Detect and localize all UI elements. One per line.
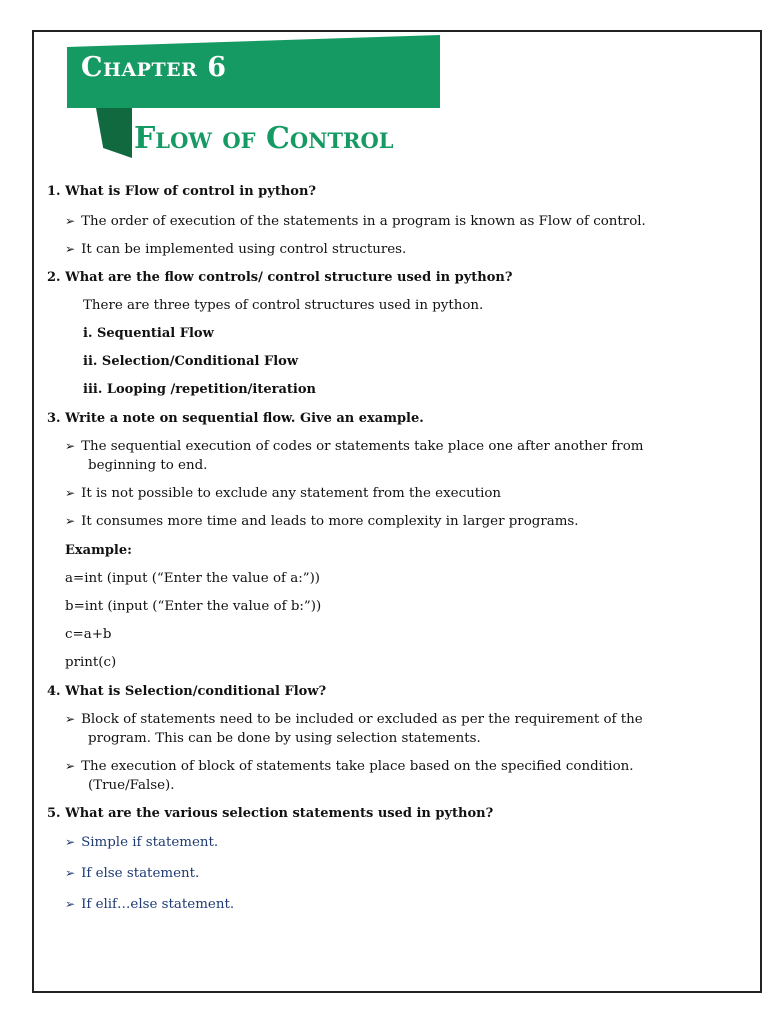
bullet-text: Block of statements need to be included or excluded as per the requirement of the xyxy=(81,712,643,727)
question-4 xyxy=(47,682,326,701)
list-item xyxy=(65,833,218,852)
chapter-label: Chapter 6 xyxy=(81,52,227,83)
bullet-text: The sequential execution of codes or statements take place one after another from xyxy=(81,439,644,454)
question-text: What is Selection/conditional Flow? xyxy=(65,684,327,699)
list-item: iii. Looping /repetition/iteration xyxy=(83,382,316,397)
arrow-bullet-icon: ➢ xyxy=(65,514,76,528)
code-line: b=int (input (“Enter the value of b:”)) xyxy=(65,599,322,614)
question-number: 4. xyxy=(47,684,61,699)
bullet-text: The execution of block of statements take place based on the specified condition. xyxy=(81,759,634,774)
arrow-bullet-icon: ➢ xyxy=(65,835,76,849)
bullet-text: It consumes more time and leads to more complexity in larger programs. xyxy=(81,514,579,529)
bullet-text: If else statement. xyxy=(81,866,200,881)
list-item xyxy=(65,710,643,729)
arrow-bullet-icon: ➢ xyxy=(65,242,76,256)
bullet-continuation: program. This can be done by using selection statements. xyxy=(88,731,481,746)
bullet-continuation: (True/False). xyxy=(88,778,175,793)
code-line: print(c) xyxy=(65,655,117,670)
question-3 xyxy=(47,409,424,428)
question-5 xyxy=(47,804,493,823)
bullet-text: It can be implemented using control structures. xyxy=(81,242,407,257)
question-text: What are the flow controls/ control structure used in python? xyxy=(65,270,513,285)
question-text: Write a note on sequential flow. Give an example. xyxy=(65,411,424,426)
list-item xyxy=(65,864,199,883)
arrow-bullet-icon: ➢ xyxy=(65,759,76,773)
question-text: What are the various selection statements used in python? xyxy=(65,806,494,821)
bullet-text: If elif…else statement. xyxy=(81,897,235,912)
list-item xyxy=(65,240,406,259)
code-line: a=int (input (“Enter the value of a:”)) xyxy=(65,571,321,586)
bullet-continuation: beginning to end. xyxy=(88,458,208,473)
code-line: c=a+b xyxy=(65,627,112,642)
chapter-title: Flow of Control xyxy=(134,121,394,156)
list-item: ii. Selection/Conditional Flow xyxy=(83,354,299,369)
arrow-bullet-icon: ➢ xyxy=(65,214,76,228)
arrow-bullet-icon: ➢ xyxy=(65,712,76,726)
arrow-bullet-icon: ➢ xyxy=(65,486,76,500)
question-number: 3. xyxy=(47,411,61,426)
list-item xyxy=(65,484,501,503)
question-1 xyxy=(47,182,316,201)
arrow-bullet-icon: ➢ xyxy=(65,866,76,880)
arrow-bullet-icon: ➢ xyxy=(65,897,76,911)
arrow-bullet-icon: ➢ xyxy=(65,439,76,453)
list-item: i. Sequential Flow xyxy=(83,326,214,341)
bullet-text: The order of execution of the statements in a program is known as Flow of control. xyxy=(81,214,646,229)
list-item xyxy=(65,757,634,776)
question-text: What is Flow of control in python? xyxy=(65,184,317,199)
question-number: 5. xyxy=(47,806,61,821)
list-item xyxy=(65,437,643,456)
list-item xyxy=(65,512,579,531)
list-item xyxy=(65,895,234,914)
bullet-text: It is not possible to exclude any statement from the execution xyxy=(81,486,502,501)
question-number: 2. xyxy=(47,270,61,285)
intro-text: There are three types of control structures used in python. xyxy=(83,298,484,313)
example-label: Example: xyxy=(65,543,132,558)
bullet-text: Simple if statement. xyxy=(81,835,219,850)
list-item xyxy=(65,212,646,231)
question-2 xyxy=(47,268,512,287)
question-number: 1. xyxy=(47,184,61,199)
